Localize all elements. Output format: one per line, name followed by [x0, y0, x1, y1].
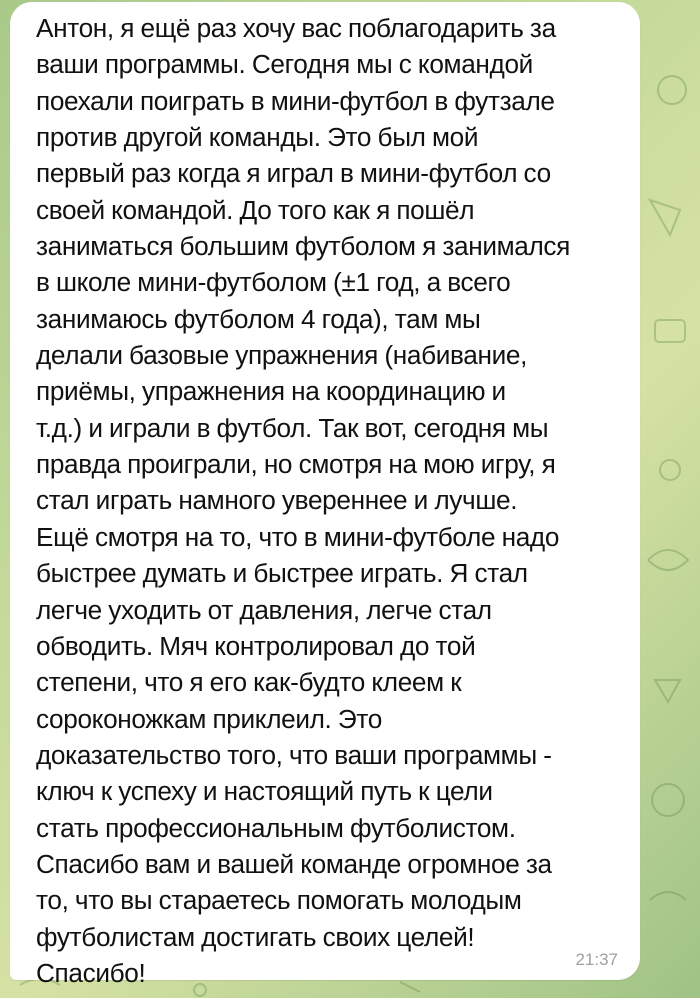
message-line: степени, что я его как-будто клеем к: [36, 667, 462, 698]
message-line: поехали поиграть в мини-футбол в футзале: [36, 85, 555, 116]
message-line: своей командой. До того как я пошёл: [36, 194, 475, 225]
message-line: Ещё смотря на то, что в мини-футболе надо: [36, 521, 560, 552]
message-line: ключ к успеху и настоящий путь к цели: [36, 776, 493, 807]
message-line: сороконожкам приклеил. Это: [36, 703, 382, 734]
message-line: ваши программы. Сегодня мы с командой: [36, 49, 533, 80]
message-line: быстрее думать и быстрее играть. Я стал: [36, 558, 528, 589]
message-line: делали базовые упражнения (набивание,: [36, 340, 528, 371]
message-line: Спасибо вам и вашей команде огромное за: [36, 848, 552, 879]
message-line: занимаюсь футболом 4 года), там мы: [36, 303, 481, 334]
message-line: т.д.) и играли в футбол. Так вот, сегодня мы: [36, 412, 549, 443]
message-line: в школе мини-футболом (±1 год, а всего: [36, 267, 511, 298]
message-line: против другой команды. Это был мой: [36, 122, 479, 153]
message-line: футболистам достигать своих целей!: [36, 921, 475, 952]
message-bubble[interactable]: [10, 2, 640, 988]
message-line: то, что вы стараетесь помогать молодым: [36, 885, 522, 916]
message-line: приёмы, упражнения на координацию и: [36, 376, 506, 407]
message-line: заниматься большим футболом я занимался: [36, 231, 571, 262]
message-text: [36, 10, 618, 991]
message-line: стать профессиональным футболистом.: [36, 812, 516, 843]
message-line: легче уходить от давления, легче стал: [36, 594, 492, 625]
message-line: первый раз когда я играл в мини-футбол со: [36, 158, 551, 189]
message-timestamp: 21:37: [575, 950, 618, 969]
message-line: обводить. Мяч контролировал до той: [36, 630, 476, 661]
message-line: Спасибо!: [36, 957, 146, 988]
message-line: Антон, я ещё раз хочу вас поблагодарить за: [36, 13, 556, 43]
message-line: правда проиграли, но смотря на мою игру, я: [36, 449, 556, 480]
bubble-tail: [10, 940, 32, 962]
message-line: доказательство того, что ваши программы -: [36, 739, 552, 770]
message-line: стал играть намного увереннее и лучше.: [36, 485, 518, 516]
